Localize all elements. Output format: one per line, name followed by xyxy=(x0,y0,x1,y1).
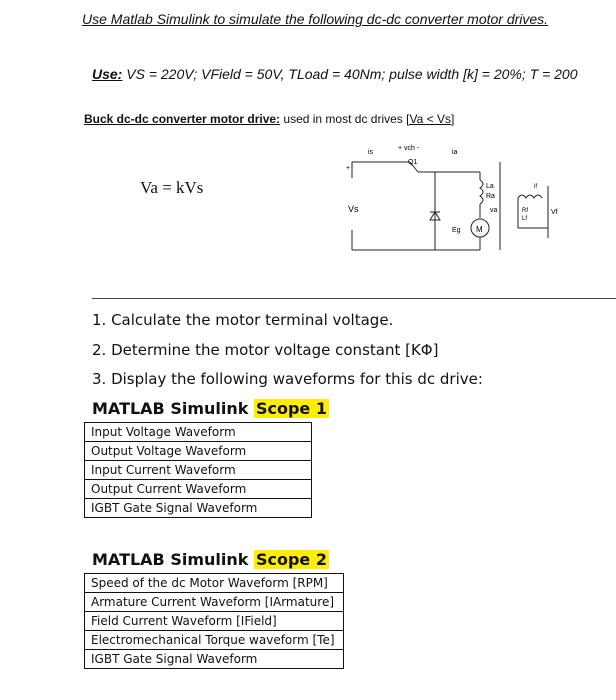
voltage-formula: Va = kVs xyxy=(140,178,204,197)
vs-plus: + xyxy=(346,165,351,172)
table-cell: Output Voltage Waveform xyxy=(85,442,312,461)
table-cell: Speed of the dc Motor Waveform [RPM] xyxy=(85,574,344,593)
given-text: VS = 220V; VField = 50V, TLoad = 40Nm; pulse width [k] = 20%; T = 200 xyxy=(126,66,578,82)
section-desc: used in most dc drives xyxy=(283,112,403,126)
table-cell: Field Current Waveform [IField] xyxy=(85,612,344,631)
table-row xyxy=(85,650,344,669)
table-row xyxy=(85,631,344,650)
divider xyxy=(92,298,616,299)
if-label: if xyxy=(534,184,537,190)
scope2-prefix: MATLAB Simulink xyxy=(92,550,249,569)
vch-label: + vch - xyxy=(398,145,420,152)
scope2-title xyxy=(92,550,329,569)
section-condition: [Va < Vs] xyxy=(406,112,455,126)
given-values xyxy=(92,66,578,82)
given-label: Use: xyxy=(92,66,123,82)
lf-label: Lf xyxy=(522,216,528,222)
q1-label: Q1 xyxy=(408,159,418,166)
table-row xyxy=(85,499,312,518)
la-label: La xyxy=(486,183,494,190)
table-row xyxy=(85,593,344,612)
table-row xyxy=(85,423,312,442)
question-2: 2. Determine the motor voltage constant [KΦ] xyxy=(92,341,439,359)
vf-label: Vf xyxy=(551,209,558,216)
scope1-title xyxy=(92,399,329,418)
table-cell: Electromechanical Torque waveform [Te] xyxy=(85,631,344,650)
table-cell: Output Current Waveform xyxy=(85,480,312,499)
table-cell: Armature Current Waveform [IArmature] xyxy=(85,593,344,612)
motor-label: M xyxy=(476,225,483,234)
table-row xyxy=(85,461,312,480)
table-row xyxy=(85,574,344,593)
table-row xyxy=(85,612,344,631)
scope2-label: Scope 2 xyxy=(255,550,327,569)
va-label: va xyxy=(490,207,498,214)
table-cell: IGBT Gate Signal Waveform xyxy=(85,650,344,669)
table-cell: IGBT Gate Signal Waveform xyxy=(85,499,312,518)
field-circuit-diagram xyxy=(510,178,560,248)
table-cell: Input Voltage Waveform xyxy=(85,423,312,442)
table-cell: Input Current Waveform xyxy=(85,461,312,480)
buck-converter-diagram xyxy=(340,140,510,265)
page-title: Use Matlab Simulink to simulate the following dc-dc converter motor drives. xyxy=(82,11,549,27)
scope1-prefix: MATLAB Simulink xyxy=(92,399,249,418)
rf-label: Rf xyxy=(522,208,528,214)
table-row xyxy=(85,480,312,499)
table-row xyxy=(85,442,312,461)
section-label: Buck dc-dc converter motor drive: xyxy=(84,112,281,126)
ia-label: ia xyxy=(452,149,458,156)
scope2-table xyxy=(84,573,344,669)
eg-label: Eg xyxy=(452,227,461,234)
scope1-table xyxy=(84,422,312,518)
section-heading xyxy=(84,112,454,126)
ra-label: Ra xyxy=(486,193,495,200)
vs-label: Vs xyxy=(348,204,359,214)
question-1: 1. Calculate the motor terminal voltage. xyxy=(92,311,394,329)
is-label: is xyxy=(368,149,374,156)
question-3: 3. Display the following waveforms for this dc drive: xyxy=(92,370,483,388)
scope1-label: Scope 1 xyxy=(255,399,327,418)
